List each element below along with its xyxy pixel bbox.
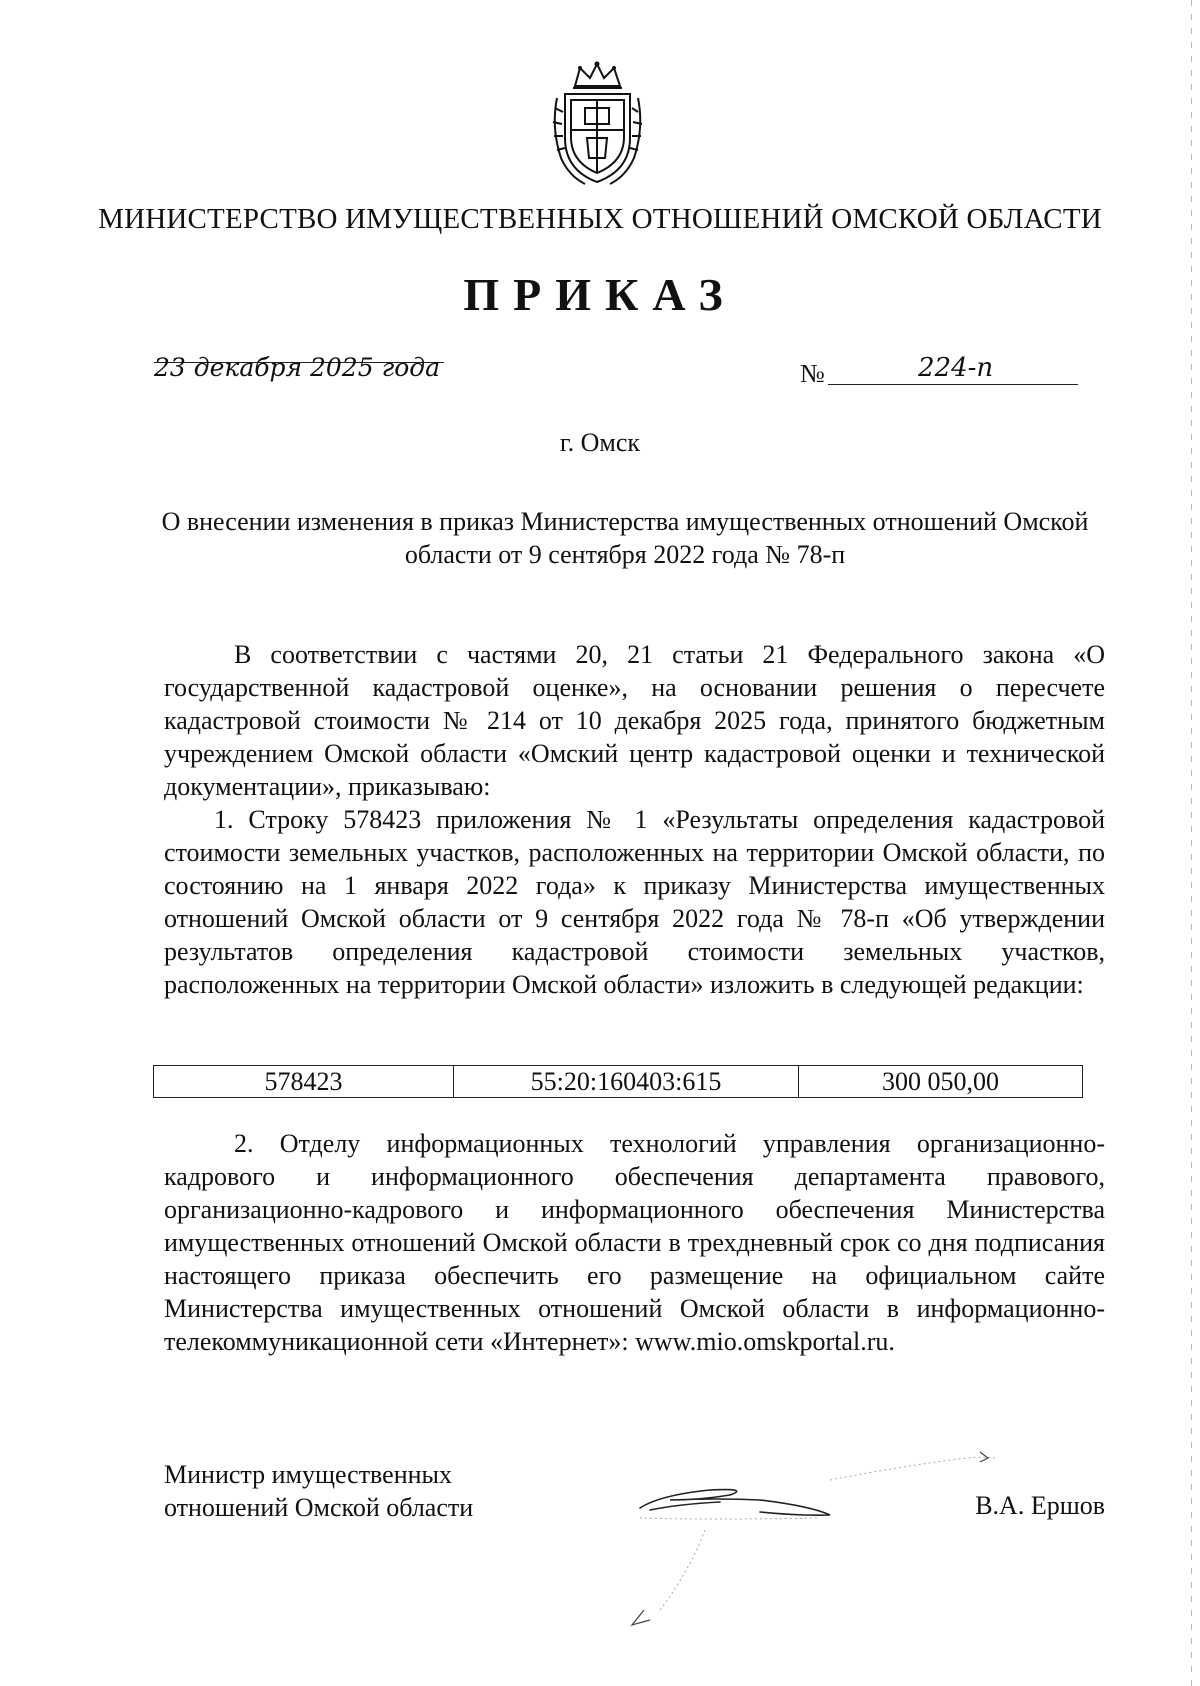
signer-title-line-2: отношений Омской области: [164, 1493, 474, 1522]
document-date: 23 декабря 2025 года: [154, 353, 440, 382]
table-cell-cadastral-value: 300 050,00: [882, 1066, 999, 1096]
document-city: г. Омск: [559, 428, 641, 457]
number-underline: [828, 384, 1078, 385]
paragraph-item-1: 1. Строку 578423 приложения № 1 «Результаты определения кадастровой стоимости земельных участков, расположенных на территории Омской области, по состоянию на 1 января 2022 года» к приказу Министерства имущественных отношений Омской области от 9 сентября 2022 года № 78-п «Об утверждении результатов определения кадастровой стоимости земельных участков, расположенных на территории Омской области» изложить в следующей редакции:: [164, 805, 1105, 999]
number-sign: №: [800, 359, 825, 388]
amendment-table-row: [153, 1065, 1083, 1098]
paragraph-item-2: 2. Отделу информационных технологий управления организационно-кадрового и информационного обеспечения департамента правового, организационно-кадрового и информационного обеспечения Министерства имущественных отношений Омской области в трехдневный срок со дня подписания настоящего приказа обеспечить его размещение на официальном сайте Министерства имущественных отношений Омской области в информационно-телекоммуникационной сети «Интернет»: www.mio.omskportal.ru.: [164, 1129, 1105, 1356]
signer-title-line-1: Министр имущественных: [164, 1460, 453, 1489]
handwritten-signature: [620, 1440, 1080, 1680]
table-cell-line-number: 578423: [154, 1066, 454, 1097]
document-subject: О внесении изменения в приказ Министерства имущественных отношений Омской области от 9 сентября 2022 года № 78-п: [161, 507, 1089, 569]
ministry-heading: МИНИСТЕРСТВО ИМУЩЕСТВЕННЫХ ОТНОШЕНИЙ ОМСКОЙ ОБЛАСТИ: [98, 203, 1102, 235]
signer-name: В.А. Ершов: [975, 1491, 1105, 1520]
document-type-title: ПРИКАЗ: [463, 269, 737, 320]
omsk-coat-of-arms-icon: [545, 58, 650, 188]
paragraph-preamble: В соответствии с частями 20, 21 статьи 21 Федерального закона «О государственной кадастровой оценке», на основании решения о пересчете кадастровой стоимости № 214 от 10 декабря 2025 года, принятого бюджетным учреждением Омской области «Омский центр кадастровой оценки и технической документации», приказываю:: [164, 640, 1105, 801]
scan-edge-line: [1191, 0, 1192, 1686]
signer-title: [164, 1458, 473, 1524]
table-cell-cadastral-number: 55:20:160403:615: [454, 1066, 799, 1097]
document-number: 224-п: [918, 353, 994, 383]
